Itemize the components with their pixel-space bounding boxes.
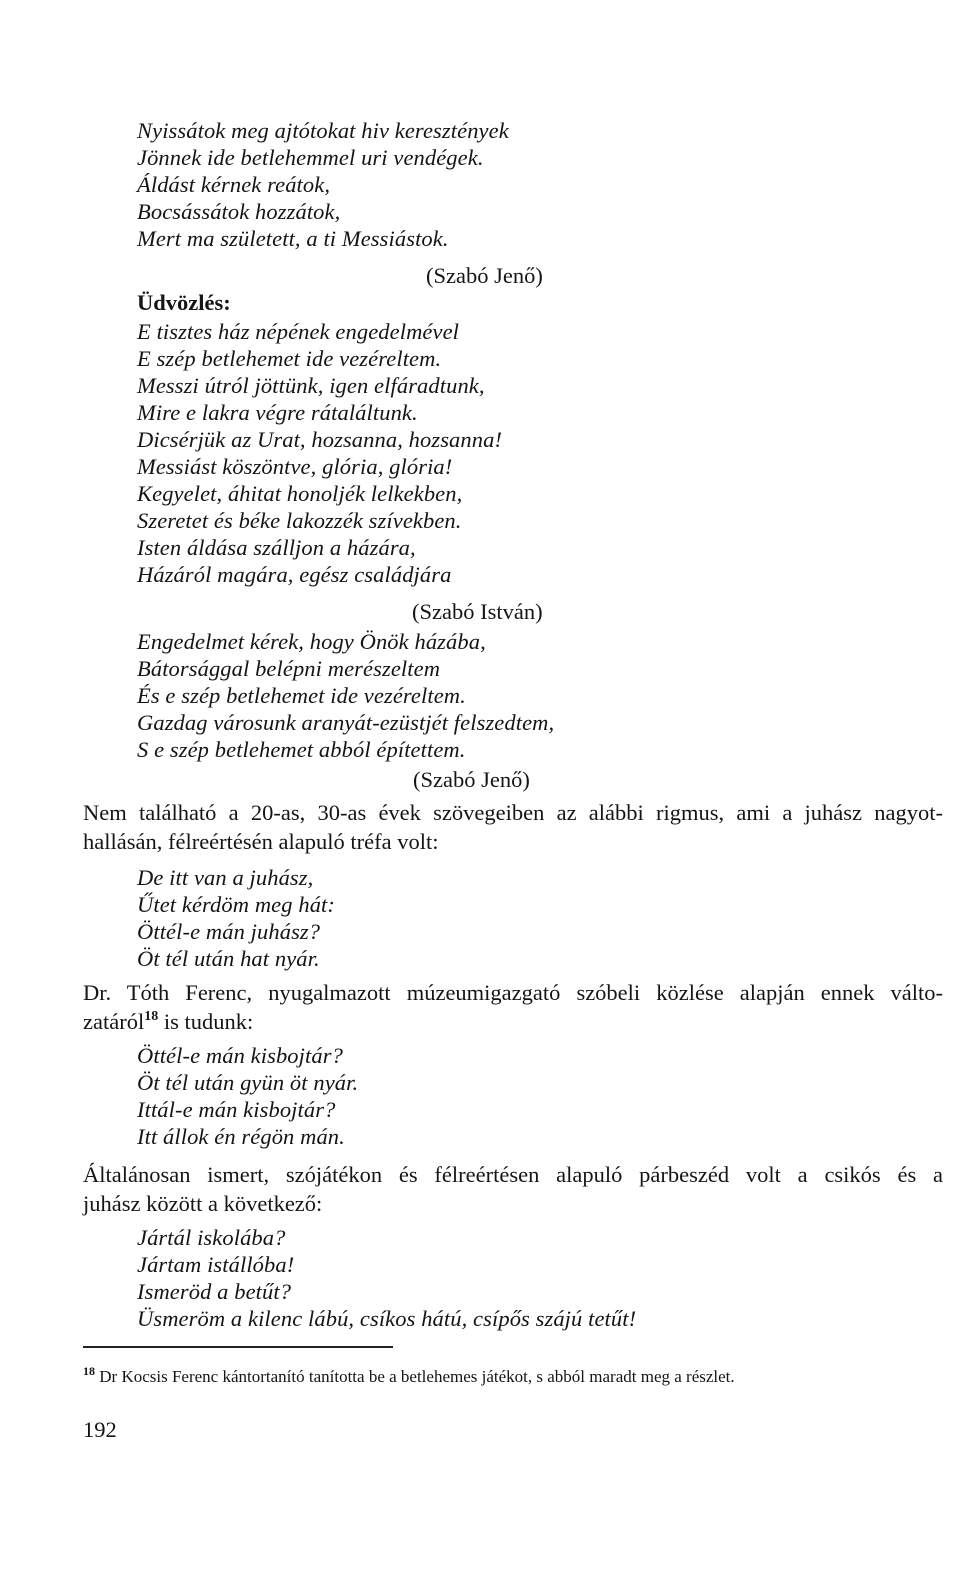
paragraph-dialogue-intro	[83, 1160, 943, 1218]
verse-line: Ismeröd a betűt?	[137, 1279, 292, 1304]
paragraph-line	[83, 1007, 943, 1036]
author-credit: (Szabó Jenő)	[426, 263, 543, 288]
paragraph-rhyme-intro	[83, 798, 943, 856]
verse-line: Áldást kérnek reátok,	[137, 172, 331, 197]
verse-block-5	[137, 1042, 358, 1150]
verse-line: E tisztes ház népének engedelmével	[137, 319, 460, 344]
verse-line: Űtet kérdöm meg hát:	[137, 892, 335, 917]
verse-block-1	[137, 117, 509, 252]
verse-line: E szép betlehemet ide vezéreltem.	[137, 346, 442, 371]
verse-line: Bocsássátok hozzátok,	[137, 199, 341, 224]
verse-block-3	[137, 628, 554, 763]
verse-line: De itt van a juhász,	[137, 865, 314, 890]
footnote-divider	[83, 1346, 393, 1348]
section-heading: Üdvözlés:	[137, 290, 231, 315]
verse-line: Öt tél után hat nyár.	[137, 946, 320, 971]
verse-line: Ittál-e mán kisbojtár?	[137, 1097, 336, 1122]
verse-line: Mire e lakra végre rátaláltunk.	[137, 400, 418, 425]
paragraph-text: zatáról	[83, 1009, 145, 1034]
verse-line: Jönnek ide betlehemmel uri vendégek.	[137, 145, 484, 170]
paragraph-text: is tudunk:	[158, 1009, 254, 1034]
verse-line: És e szép betlehemet ide vezéreltem.	[137, 683, 466, 708]
verse-line: Öt tél után gyün öt nyár.	[137, 1070, 359, 1095]
verse-line: Nyissátok meg ajtótokat hiv keresztények	[137, 118, 509, 143]
verse-line: Kegyelet, áhitat honoljék lelkekben,	[137, 481, 463, 506]
paragraph-line: Nem található a 20-as, 30-as évek szövegeiben az alábbi rigmus, ami a juhász nagyot-	[83, 800, 943, 825]
verse-block-2	[137, 318, 502, 588]
verse-line: Itt állok én régön mán.	[137, 1124, 345, 1149]
verse-line: Engedelmet kérek, hogy Önök házába,	[137, 629, 486, 654]
paragraph-line: Dr. Tóth Ferenc, nyugalmazott múzeumigazgató szóbeli közlése alapján ennek válto-	[83, 980, 943, 1005]
author-credit: (Szabó István)	[412, 599, 543, 624]
footnote-reference[interactable]: 18	[144, 1009, 159, 1024]
paragraph-line: Általánosan ismert, szójátékon és félreértésen alapuló párbeszéd volt a csikós és a	[83, 1162, 943, 1187]
verse-line: Szeretet és béke lakozzék szívekben.	[137, 508, 462, 533]
paragraph-line: hallásán, félreértésén alapuló tréfa volt:	[83, 829, 439, 854]
verse-line: Házáról magára, egész családjára	[137, 562, 452, 587]
verse-block-4	[137, 864, 335, 972]
author-credit: (Szabó Jenő)	[413, 767, 530, 792]
verse-line: S e szép betlehemet abból építettem.	[137, 737, 466, 762]
verse-line: Dicsérjük az Urat, hozsanna, hozsanna!	[137, 427, 503, 452]
verse-line: Öttél-e mán juhász?	[137, 919, 321, 944]
verse-line: Jártál iskolába?	[137, 1225, 286, 1250]
footnote-text: Dr Kocsis Ferenc kántortanító tanította be a betlehemes játékot, s abból maradt meg a részlet.	[95, 1367, 735, 1386]
verse-line: Üsmeröm a kilenc lábú, csíkos hátú, csípős szájú tetűt!	[137, 1306, 637, 1331]
verse-line: Öttél-e mán kisbojtár?	[137, 1043, 343, 1068]
verse-line: Jártam istállóba!	[137, 1252, 295, 1277]
verse-line: Mert ma született, a ti Messiástok.	[137, 226, 449, 251]
verse-line: Messiást köszöntve, glória, glória!	[137, 454, 453, 479]
footnote-number: 18	[83, 1364, 95, 1378]
verse-line: Gazdag városunk aranyát-ezüstjét felszedtem,	[137, 710, 555, 735]
page-number: 192	[83, 1417, 117, 1442]
paragraph-variant-intro	[83, 978, 943, 1036]
verse-line: Bátorsággal belépni merészeltem	[137, 656, 441, 681]
footnote	[83, 1366, 943, 1388]
paragraph-line: juhász között a következő:	[83, 1191, 323, 1216]
verse-line: Isten áldása szálljon a házára,	[137, 535, 416, 560]
verse-line: Messzi útról jöttünk, igen elfáradtunk,	[137, 373, 485, 398]
verse-block-6	[137, 1224, 636, 1332]
